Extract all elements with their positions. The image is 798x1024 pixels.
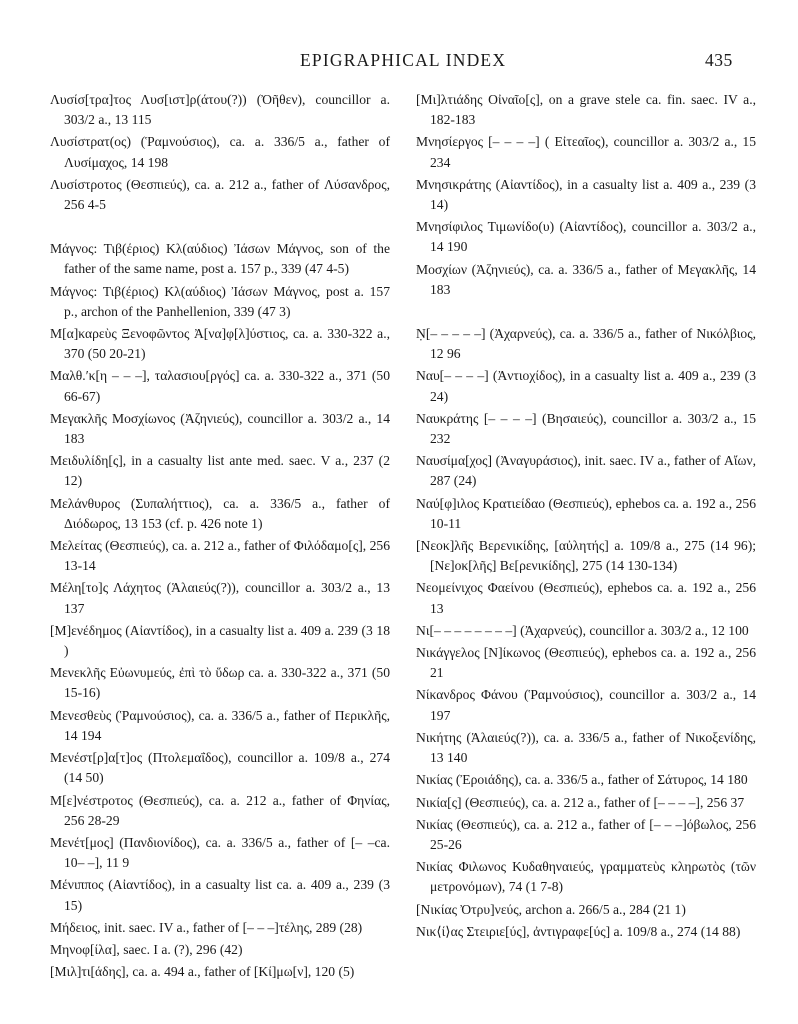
index-entry: [Νεοκ]λῆς Βερενικίδης, [αὐλητής] a. 109/8 a., 275 (14 96); [Νε]οκ[λῆς] Βε[ρενικίδης], 275 (14 130-134) xyxy=(416,538,756,574)
index-entry: Μενέστ[ρ]α[τ]ος (Πτολεμαΐδος), councillor a. 109/8 a., 274 (14 50) xyxy=(50,750,390,786)
index-entry: Νεομείνιχος Φαείνου (Θεσπιεύς), ephebos ca. a. 192 a., 256 13 xyxy=(416,580,756,616)
index-entry: Νικία[ς] (Θεσπιεύς), ca. a. 212 a., father of [– – – –], 256 37 xyxy=(416,794,745,810)
index-entry: Ναύ[φ]ιλος Κρατιείδαο (Θεσπιεύς), ephebos ca. a. 192 a., 256 10-11 xyxy=(416,495,756,531)
index-entry: Μειδυλίδη[ς], in a casualty list ante med. saec. V a., 237 (2 12) xyxy=(50,453,390,489)
index-entry: [Μ]ενέδημος (Αἰαντίδος), in a casualty list a. 409 a. 239 (3 18 ) xyxy=(50,622,390,659)
index-entry: Μάγνος: Τιβ(έριος) Κλ(αύδιος) Ἰάσων Μάγνος, son of the father of the same name, post a. 157 p., 339 (47 4-5) xyxy=(50,241,390,277)
index-entry: Μενέτ[μος] (Πανδιονίδος), ca. a. 336/5 a., father of [– –ca. 10– –], 11 9 xyxy=(50,834,390,871)
index-entry: Μέλη[το]ς Λάχητος (Ἁλαιεύς(?)), councillor a. 303/2 a., 13 137 xyxy=(50,580,390,616)
index-entry: Μηνοφ[ίλα], saec. I a. (?), 296 (42) xyxy=(50,941,243,957)
index-entry: Ναυ[– – – –] (Ἀντιοχίδος), in a casualty list a. 409 a., 239 (3 24) xyxy=(416,368,756,404)
index-entry: [Νικίας Ὀτρυ]νεύς, archon a. 266/5 a., 284 (21 1) xyxy=(416,901,686,917)
index-entry: Μ[α]καρεὺς Ξενοφῶντος Ἀ[να]φ[λ]ύστιος, ca. a. 330-322 a., 370 (50 20-21) xyxy=(50,326,390,362)
index-entry: Ṇ[– – – – –] (Ἀχαρνεύς), ca. a. 336/5 a., father of Νικόλβιος, 12 96 xyxy=(416,326,756,362)
index-column-right xyxy=(416,90,756,944)
index-entry: Νικ⟨ί⟩ας Στειριε[ύς], ἀντιγραφε[ύς] a. 109/8 a., 274 (14 88) xyxy=(416,923,741,939)
index-entry: Μοσχίων (Ἀζηνιεύς), ca. a. 336/5 a., father of Μεγακλῆς, 14 183 xyxy=(416,261,756,297)
index-entry: Μαλθ.′κ[η – – –], ταλασιου[ργός] ca. a. 330-322 a., 371 (50 66-67) xyxy=(50,368,390,404)
index-entry: Νίκανδρος Φάνου (Ῥαμνούσιος), councillor a. 303/2 a., 14 197 xyxy=(416,687,756,723)
page-number: 435 xyxy=(705,50,733,70)
index-entry: Λυσίσ[τρα]τος Λυσ[ιστ]ρ(άτου(?)) (Ὀῆθεν), councillor a. 303/2 a., 13 115 xyxy=(50,92,390,128)
index-entry: Μελείτας (Θεσπιεύς), ca. a. 212 a., father of Φιλόδαμο[ς], 256 13-14 xyxy=(50,538,390,574)
index-entry: Νικίας Φιλωνος Κυδαθηναιεύς, γραμματεὺς κληρωτὸς (τῶν μετρονόμων), 74 (1 7-8) xyxy=(416,859,756,895)
index-entry: Μνησίεργος [– – – –] ( Εἰτεαῖος), councillor a. 303/2 a., 15 234 xyxy=(416,134,756,170)
index-entry: Μένιππος (Αἰαντίδος), in a casualty list ca. a. 409 a., 239 (3 15) xyxy=(50,877,390,913)
index-entry: Μεγακλῆς Μοσχίωνος (Ἀζηνιεύς), councillor a. 303/2 a., 14 183 xyxy=(50,410,390,447)
index-entry: [Μι]λτιάδης Οἰναῖο[ς], on a grave stele ca. fin. saec. IV a., 182-183 xyxy=(416,92,756,128)
index-entry: Μνησικράτης (Αἰαντίδος), in a casualty list a. 409 a., 239 (3 14) xyxy=(416,176,756,213)
index-entry: Νικάγγελος [Ν]ίκωνος (Θεσπιεύς), ephebos ca. a. 192 a., 256 21 xyxy=(416,645,756,681)
index-entry: Λυσίστρατ(ος) (Ῥαμνούσιος), ca. a. 336/5 a., father of Λυσίμαχος, 14 198 xyxy=(50,134,390,170)
index-column-left xyxy=(50,90,390,984)
index-entry: Μενεκλῆς Εὐωνυμεύς, ἐπὶ τὸ ὕδωρ ca. a. 330-322 a., 371 (50 15-16) xyxy=(50,665,390,701)
index-entry: Μελάνθυρος (Συπαλήττιος), ca. a. 336/5 a., father of Διόδωρος, 13 153 (cf. p. 426 note 1) xyxy=(50,495,390,531)
index-entry: Νικήτης (Ἁλαιεύς(?)), ca. a. 336/5 a., father of Νικοξενίδης, 13 140 xyxy=(416,729,756,766)
index-entry: Μάγνος: Τιβ(έριος) Κλ(αύδιος) Ἰάσων Μάγνος, post a. 157 p., archon of the Panhellenion, 339 (47 3) xyxy=(50,283,390,319)
index-entry: Λυσίστροτος (Θεσπιεύς), ca. a. 212 a., father of Λύσανδρος, 256 4-5 xyxy=(50,176,390,213)
running-header-title: EPIGRAPHICAL INDEX xyxy=(300,50,507,70)
index-entry: Μνησίφιλος Τιμωνίδο(υ) (Αἰαντίδος), councillor a. 303/2 a., 14 190 xyxy=(416,219,756,255)
index-entry: Μενεσθεὺς (Ῥαμνούσιος), ca. a. 336/5 a., father of Περικλῆς, 14 194 xyxy=(50,707,390,743)
index-entry: Ναυκράτης [– – – –] (Βησαιεύς), councillor a. 303/2 a., 15 232 xyxy=(416,410,756,447)
index-entry: Μήδειος, init. saec. IV a., father of [– – –]τέλης, 289 (28) xyxy=(50,919,363,935)
index-entry: Νικίας (Ἐροιάδης), ca. a. 336/5 a., father of Σάτυρος, 14 180 xyxy=(416,772,748,788)
index-entry: Μ[ε]νέστροτος (Θεσπιεύς), ca. a. 212 a., father of Φηνίας, 256 28-29 xyxy=(50,792,390,828)
index-entry: Νι[– – – – – – – –] (Ἀχαρνεύς), councillor a. 303/2 a., 12 100 xyxy=(416,622,749,638)
index-entry: Ναυσίμα[χος] (Ἀναγυράσιος), init. saec. IV a., father of Αἴων, 287 (24) xyxy=(416,453,756,489)
index-entry: [Μιλ]τι[άδης], ca. a. 494 a., father of [Κί]μω[ν], 120 (5) xyxy=(50,964,355,980)
index-entry: Νικίας (Θεσπιεύς), ca. a. 212 a., father of [– – –]όβωλος, 256 25-26 xyxy=(416,816,756,852)
